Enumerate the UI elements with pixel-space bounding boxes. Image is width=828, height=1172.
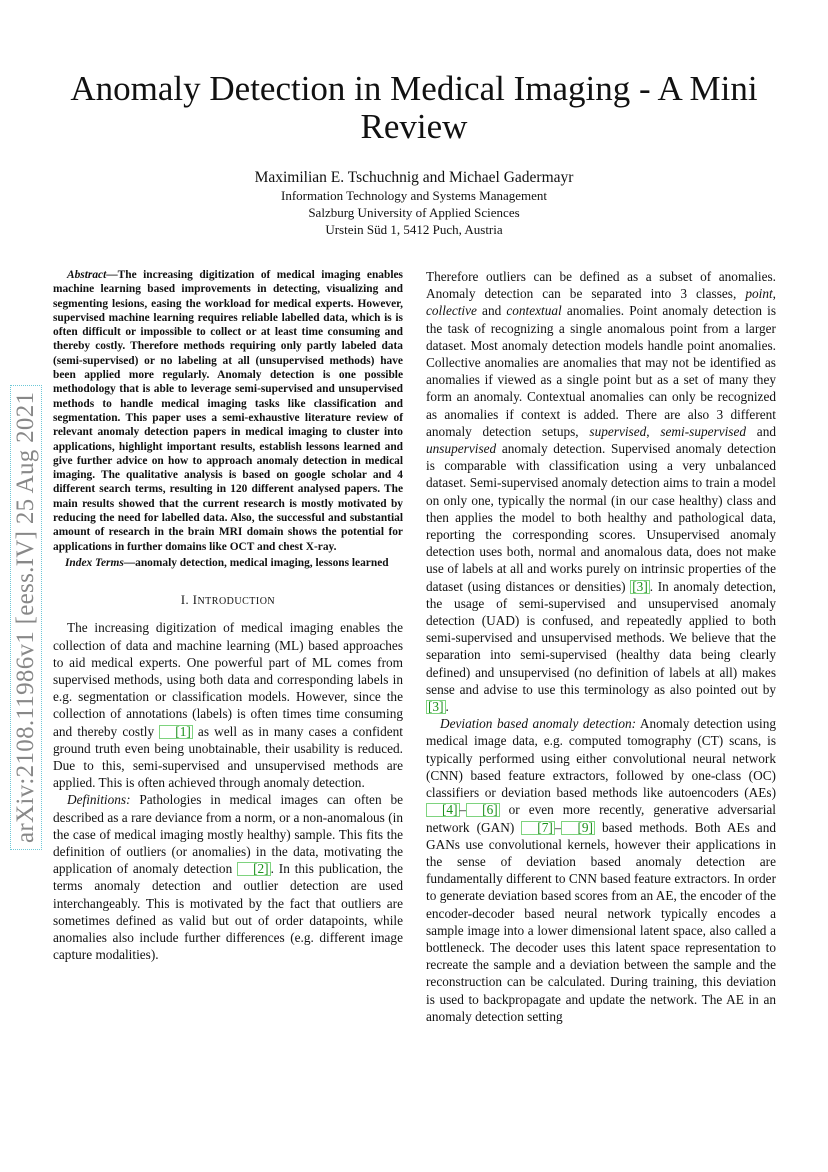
intro-paragraph: The increasing digitization of medical imaging enables the collection of data and machine learning (ML) based approaches to aid medical experts. One powerful part of ML comes from supervised methods, using both data and corresponding labels in e.g. segmentation or classification models. However, since the collection of annotations (labels) is often times time consuming and thereby costly [1] as well as in many cases a confident ground truth even being unobtainable, their usability is reduced. Due to this, semi-supervised and unsupervised methods are applied. This is often achieved through anomaly detection. [53, 620, 403, 791]
deviation-label: Deviation based anomaly detection: [440, 716, 637, 732]
citation-link[interactable]: [3] [632, 578, 648, 594]
citation-link[interactable]: [7] [521, 821, 555, 835]
citation-link[interactable]: [2] [237, 862, 271, 876]
citation-link[interactable]: [9] [561, 821, 595, 835]
abstract-text: —The increasing digitization of medical imaging enables machine learning based improvements in detecting, visualizing and segmenting lesions, easing the workload for medical experts. However, supervised machine learning requires reliable labelled data, which is is often difficult or impossible to collect or at least time consuming and thereby costly. Therefore methods requiring only partly labeled data (semi-supervised) or no labeling at all (unsupervised methods) have been applied more regularly. Anomaly detection is one possible methodology that is able to leverage semi-supervised and unsupervised methods to handle medical imaging tasks like classification and segmentation. This paper uses a semi-exhaustive literature review of relevant anomaly detection papers in medical imaging to cluster into applications, highlight important results, establish lessons learned and give further advice on how to approach anomaly detection in medical imaging. The qualitative analysis is based on google scholar and 4 different search terms, resulting in 120 different analysed papers. The main results showed that the current research is mostly motivated by reducing the need for labelled data. Also, the successful and substantial amount of research in the brain MRI domain shows the potential for applications in further domains like OCT and chest X-ray. [53, 269, 403, 553]
abstract [53, 268, 403, 554]
affiliation-line-1: Information Technology and Systems Management [280, 188, 548, 203]
index-terms [53, 556, 403, 570]
citation-link[interactable]: [6] [466, 803, 500, 817]
deviation-paragraph: Deviation based anomaly detection: Anomaly detection using medical image data, e.g. computed tomography (CT) scans, is typically performed using either convolutional neural network (CNN) based feature extractors, followed by one-class (OC) classifiers or deviation based methods like autoencoders (AEs) [4] – [6] or even more recently, generative adversarial network (GAN) [7] – [9] based methods. Both AEs and GANs use convolutional kernels, however their applications in the sense of deviation based anomaly detection are fundamentally different to CNN based feature extractors. In order to generate deviation based scores from an AE, the encoder of the encoder-decoder based neural network typically encodes a sample image into a lower dimensional latent space, also called a bottleneck. The decoder uses this latent space representation to recreate the sample and a deviation between the sample and the reconstruction can be calculated. During training, this deviation is used to backpropagate and update the network. The AE in an anomaly detection setting [426, 716, 776, 1024]
authors: Maximilian E. Tschuchnig and Michael Gadermayr [254, 169, 574, 186]
arxiv-identifier: arXiv:2108.11986v1 [eess.IV] 25 Aug 2021 [10, 385, 42, 850]
affiliation-line-2: Salzburg University of Applied Sciences [308, 205, 520, 220]
definitions-paragraph: Definitions: Pathologies in medical images can often be described as a rare deviance from a norm, or a non-anomalous (in the case of medical imaging mostly healthy) sample. This fits the definition of outliers (or anomalies) in the data, motivating the application of anomaly detection [2] . In this publication, the terms anomaly detection and outlier detection are used interchangeably. This is motivated by the fact that outliers are sometimes defined as valid but out of order datapoints, while anomalies also include further differences (e.g. different image capture modalities). [53, 792, 403, 963]
left-column [53, 268, 403, 964]
section-heading-introduction: I. INTRODUCTION [180, 593, 276, 608]
definitions-label: Definitions: [67, 792, 131, 808]
right-column [426, 268, 776, 1025]
paper-title: Anomaly Detection in Medical Imaging - A Mini Review [70, 69, 758, 146]
anomaly-classes-paragraph: Therefore outliers can be defined as a subset of anomalies. Anomaly detection can be separated into 3 classes, point, collective and contextual anomalies. Point anomaly detection is the task of recognizing a single anomalous point from a larger dataset. Most anomaly detection models handle point anomalies. Collective anomalies are anomalies that may not be identified as anomalies if viewed as a single point but as a set of many they form an anomaly. Contextual anomalies can only be recognized as anomalies if context is added. There are also 3 different anomaly detection setups, supervised, semi-supervised and unsupervised anomaly detection. Supervised anomaly detection is comparable with classification using a very unbalanced dataset. Semi-supervised anomaly detection aims to train a model on only one, typically the normal (in our case healthy) class and then applies the model to both healthy and pathological data, reporting the corresponding scores. Unsupervised anomaly detection uses both, normal and anomalous data, does not make use of labels at all and works purely on intrinsic properties of the dataset (using distances or densities) [3] . In anomaly detection, the usage of semi-supervised and unsupervised anomaly detection (UAD) is confused, and repeatedly applied to both semi-supervised and unsupervised methods. We believe that the separation into semi-supervised (healthy data being clearly defined) and unsupervised (no definition of labels at all) makes sense and advise to use this terminology as also pointed out by [3] . [426, 269, 776, 715]
citation-link[interactable]: [4] [426, 803, 460, 817]
affiliation-line-3: Urstein Süd 1, 5412 Puch, Austria [325, 222, 503, 237]
index-terms-text: —anomaly detection, medical imaging, lessons learned [123, 556, 389, 569]
index-terms-label: Index Terms [65, 556, 124, 569]
citation-link[interactable]: [1] [159, 725, 193, 739]
citation-link[interactable]: [3] [428, 699, 444, 715]
abstract-label: Abstract [67, 269, 107, 281]
